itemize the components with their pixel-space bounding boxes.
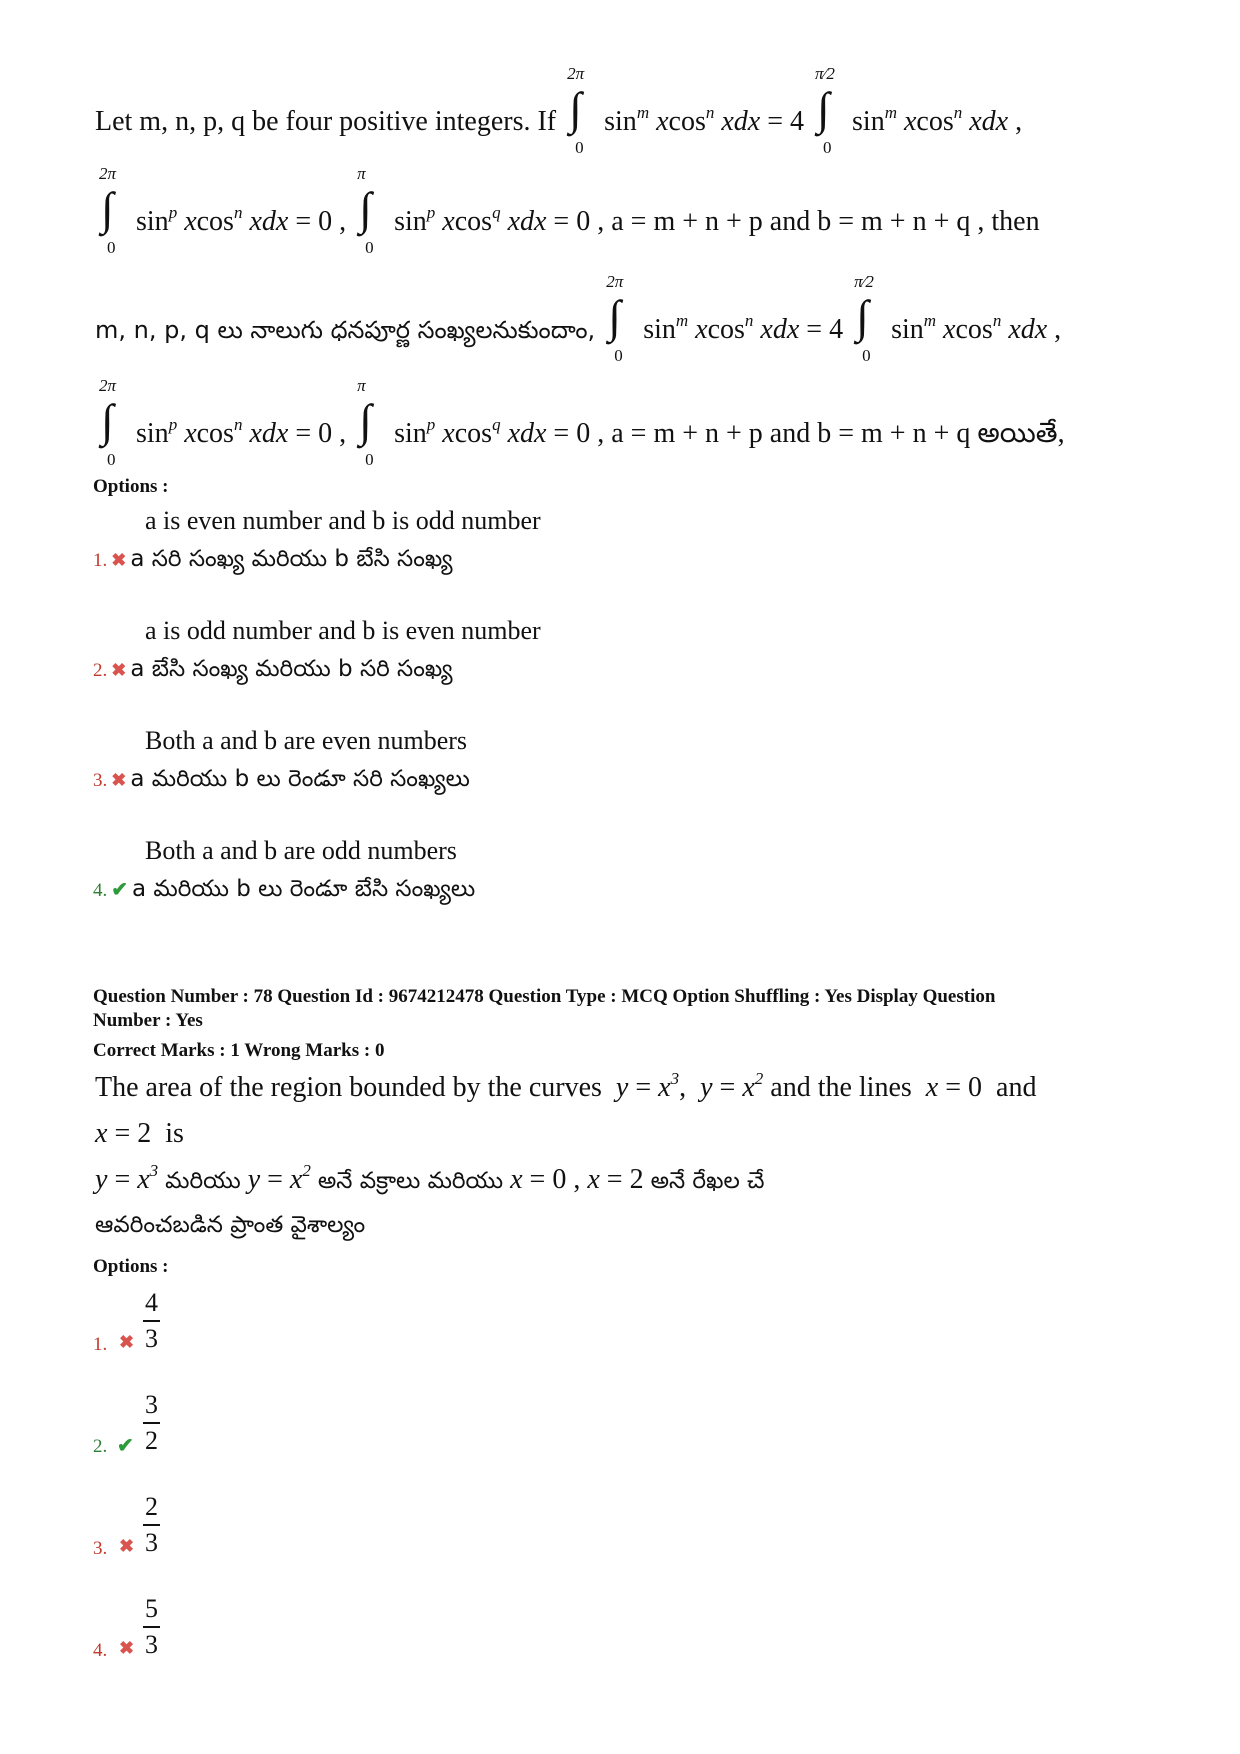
option-text-te: a సరి సంఖ్య మరియు b బేసి సంఖ్య [130,546,453,572]
q2-en-line2: x = 2 is [95,1118,184,1149]
option-text-te: a బేసి సంఖ్య మరియు b సరి సంఖ్య [130,656,453,682]
q2-text: The area of the region bounded by the curves [95,1072,602,1103]
cross-icon: ✖ [111,660,127,680]
integral-sign: 2π ∫ 0 [567,64,585,157]
q2-options-label: Options : [93,1256,169,1277]
integral-sign: π ∫ 0 [357,376,374,469]
fraction-numerator: 4 [143,1290,160,1322]
option-text-en: Both a and b are even numbers [145,726,468,755]
q2-text: and the lines [770,1072,912,1103]
option-text-en: a is odd number and b is even number [145,616,541,645]
fraction-denominator: 3 [145,1630,158,1659]
q1-line2-text: a = m + n + p and b = m + n + q , then [611,206,1040,237]
option-number: 1. [93,1334,108,1355]
integral-sign: 2π ∫ 0 [606,272,624,365]
option-number: 4. [93,880,108,901]
cross-icon: ✖ [119,1536,135,1556]
option-text-en: Both a and b are odd numbers [145,836,457,865]
integral-sign: 2π ∫ 0 [99,164,117,257]
fraction [143,1596,160,1658]
option-number: 3. [93,770,108,791]
fraction-denominator: 3 [145,1324,158,1353]
cross-icon: ✖ [111,550,127,570]
option-text-en: a is even number and b is odd number [145,506,541,535]
q2-te-line2: ఆవరించబడిన ప్రాంత వైశాల్యం [95,1212,366,1238]
fraction-denominator: 2 [145,1426,158,1455]
q2-text: is [165,1118,184,1149]
option-number: 2. [93,660,108,681]
option-number: 2. [93,1436,108,1457]
q1-options-label: Options : [93,476,169,497]
marks-line: Correct Marks : 1 Wrong Marks : 0 [93,1040,385,1061]
q2-meta [93,985,1173,1033]
q1-line4: 2π ∫ 0 $\sin^p xcos^n$ xdx = 0 , π ∫ 0 $\sin^p xcos^q$ xdx = 0 , a = m + n + p and b = m + n + q అయితే, [99,376,1065,469]
q1-line2: 2π ∫ 0 $\sin^p xcos^n$ xdx = 0 , π ∫ 0 $\sin^p xcos^q$ xdx = 0 , a = m + n + p and b = m + n + q , then [99,164,1040,257]
cross-icon: ✖ [119,1332,135,1352]
q2-te-line1: $y = x^3$ మరియు $y = x^2$ అనే వక్రాలు మరియు x = 0 , x = 2 అనే రేఖల చే [95,1161,765,1195]
cross-icon: ✖ [111,770,127,790]
fraction-numerator: 5 [143,1596,160,1628]
integral-sign: π ∫ 0 [357,164,374,257]
option-number: 1. [93,550,108,571]
integral-sign: 2π ∫ 0 [99,376,117,469]
q1-line4-text: a = m + n + p and b = m + n + q అయితే, [611,418,1065,449]
fraction [143,1494,160,1556]
option-text-te: a మరియు b లు రెండూ సరి సంఖ్యలు [130,766,470,792]
fraction-numerator: 3 [143,1392,160,1424]
q1-line3-text: m, n, p, q లు నాలుగు ధనపూర్ణ సంఖ్యలనుకుందాం, [95,316,596,344]
option-number: 4. [93,1640,108,1661]
option-number: 3. [93,1538,108,1559]
fraction [143,1290,160,1352]
integral-sign: π⁄2 ∫ 0 [854,272,874,365]
integral-sign: π⁄2 ∫ 0 [815,64,835,157]
cross-icon: ✖ [119,1638,135,1658]
q2-en-line1: The area of the region bounded by the curves $y = x^3$, $y = x^2$ and the lines x = 0 and [95,1069,1037,1103]
q1-line1: Let m, n, p, q be four positive integers. If 2π ∫ 0 $\sin^m xcos^n$ xdx = 4 π⁄2 ∫ 0 $\sin^m xcos^n$ xdx , [95,64,1023,157]
fraction-denominator: 3 [145,1528,158,1557]
option-text-te: a మరియు b లు రెండూ బేసి సంఖ్యలు [132,876,476,902]
q2-text: and [996,1072,1037,1103]
check-icon: ✔ [117,1435,134,1457]
check-icon: ✔ [111,879,129,901]
q2-text: అనే రేఖల చే [650,1168,765,1194]
q2-text: అనే వక్రాలు మరియు [317,1168,504,1194]
question-meta-line1: Question Number : 78 Question Id : 9674212478 Question Type : MCQ Option Shuffling : Yes Display Question [93,986,996,1007]
fraction-numerator: 2 [143,1494,160,1526]
q1-line3: m, n, p, q లు నాలుగు ధనపూర్ణ సంఖ్యలనుకుందాం, 2π ∫ 0 $\sin^m xcos^n$ xdx = 4 π⁄2 ∫ 0 $\sin^m xcos^n$ xdx , [95,272,1062,365]
q1-line1-text: Let m, n, p, q be four positive integers. If [95,106,557,137]
question-meta-line2: Number : Yes [93,1010,203,1031]
q2-text: మరియు [165,1168,241,1194]
fraction [143,1392,160,1454]
